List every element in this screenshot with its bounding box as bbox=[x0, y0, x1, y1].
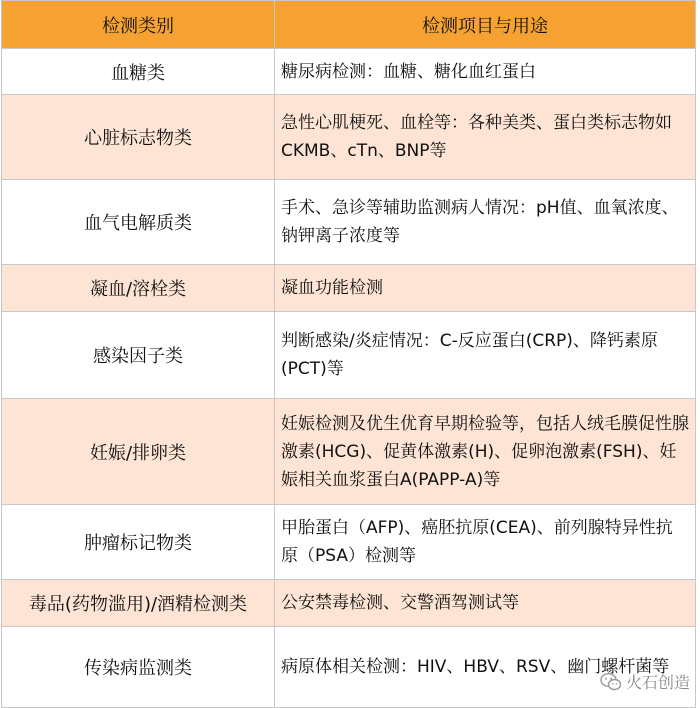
row-category: 凝血/溶栓类 bbox=[2, 265, 275, 312]
table-row bbox=[2, 399, 696, 505]
watermark-text: 火石创造 bbox=[625, 673, 690, 692]
row-description: 病原体相关检测：HIV、HBV、RSV、幽门螺杆菌等 bbox=[275, 627, 696, 708]
header-category: 检测类别 bbox=[2, 1, 275, 49]
row-description: 糖尿病检测：血糖、糖化血红蛋白 bbox=[275, 49, 696, 95]
row-category: 毒品(药物滥用)/酒精检测类 bbox=[2, 580, 275, 627]
row-category: 传染病监测类 bbox=[2, 627, 275, 708]
row-description: 甲胎蛋白（AFP)、癌胚抗原(CEA)、前列腺特异性抗原（PSA）检测等 bbox=[275, 505, 696, 580]
header-items-usage: 检测项目与用途 bbox=[275, 1, 696, 49]
row-category: 血糖类 bbox=[2, 49, 275, 95]
wechat-icon bbox=[600, 672, 622, 692]
row-category: 心脏标志物类 bbox=[2, 95, 275, 180]
table-row bbox=[2, 312, 696, 399]
watermark bbox=[600, 670, 690, 693]
row-category: 感染因子类 bbox=[2, 312, 275, 399]
table-row bbox=[2, 580, 696, 627]
table-row bbox=[2, 95, 696, 180]
row-description: 判断感染/炎症情况：C-反应蛋白(CRP)、降钙素原(PCT)等 bbox=[275, 312, 696, 399]
table-row bbox=[2, 180, 696, 265]
row-description: 手术、急诊等辅助监测病人情况：pH值、血氧浓度、钠钾离子浓度等 bbox=[275, 180, 696, 265]
row-description: 凝血功能检测 bbox=[275, 265, 696, 312]
table-row bbox=[2, 265, 696, 312]
row-description: 急性心肌梗死、血栓等：各种美类、蛋白类标志物如CKMB、cTn、BNP等 bbox=[275, 95, 696, 180]
row-category: 妊娠/排卵类 bbox=[2, 399, 275, 505]
test-categories-table bbox=[1, 0, 696, 708]
table-row bbox=[2, 49, 696, 95]
table-row bbox=[2, 505, 696, 580]
row-description: 妊娠检测及优生优育早期检验等，包括人绒毛膜促性腺激素(HCG)、促黄体激素(H)、促卵泡激素(FSH)、妊娠相关血浆蛋白A(PAPP-A)等 bbox=[275, 399, 696, 505]
row-category: 血气电解质类 bbox=[2, 180, 275, 265]
row-description: 公安禁毒检测、交警酒驾测试等 bbox=[275, 580, 696, 627]
row-category: 肿瘤标记物类 bbox=[2, 505, 275, 580]
table-header-row bbox=[2, 1, 696, 49]
table-row bbox=[2, 627, 696, 708]
